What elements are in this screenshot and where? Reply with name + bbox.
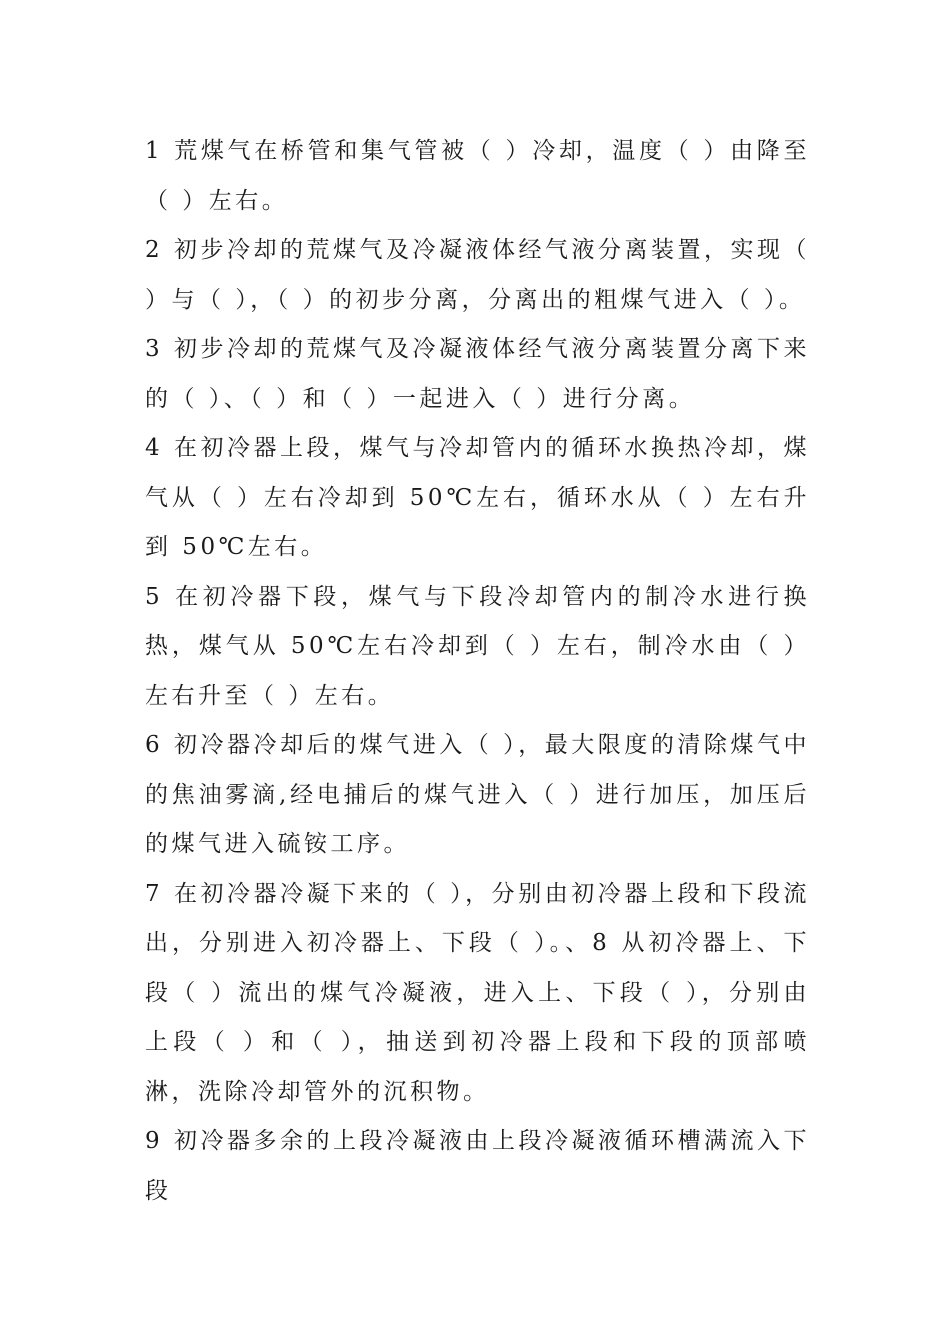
paragraph-2: 2 初步冷却的荒煤气及冷凝液体经气液分离装置，实现（ ）与（ ），（ ）的初步分离，分离出的粗煤气进入（ ）。 (145, 237, 810, 313)
paragraph-1: 1 荒煤气在桥管和集气管被（ ）冷却，温度（ ）由降至（ ）左右。 (145, 138, 810, 214)
paragraph-4: 4 在初冷器上段，煤气与冷却管内的循环水换热冷却，煤气从（ ）左右冷却到 50℃左右，循环水从（ ）左右升到 50℃左右。 (145, 435, 810, 560)
paragraph-7: 7 在初冷器冷凝下来的（ ），分别由初冷器上段和下段流出，分别进入初冷器上、下段（ ）。、8 从初冷器上、下段（ ）流出的煤气冷凝液，进入上、下段（ ），分别由上段（ ）和（ ），抽送到初冷器上段和下段的顶部喷淋，洗除冷却管外的沉积物。 (145, 880, 810, 1105)
document-body (145, 127, 810, 1216)
paragraph-3: 3 初步冷却的荒煤气及冷凝液体经气液分离装置分离下来的（ ）、（ ）和（ ）一起进入（ ）进行分离。 (145, 336, 810, 412)
paragraph-5: 5 在初冷器下段，煤气与下段冷却管内的制冷水进行换热，煤气从 50℃左右冷却到（ ）左右，制冷水由（ ）左右升至（ ）左右。 (145, 583, 810, 709)
paragraph-6: 6 初冷器冷却后的煤气进入（ ），最大限度的清除煤气中的焦油雾滴,经电捕后的煤气进入（ ）进行加压，加压后的煤气进入硫铵工序。 (145, 732, 810, 857)
paragraph-9: 9 初冷器多余的上段冷凝液由上段冷凝液循环槽满流入下段 (145, 1128, 810, 1204)
